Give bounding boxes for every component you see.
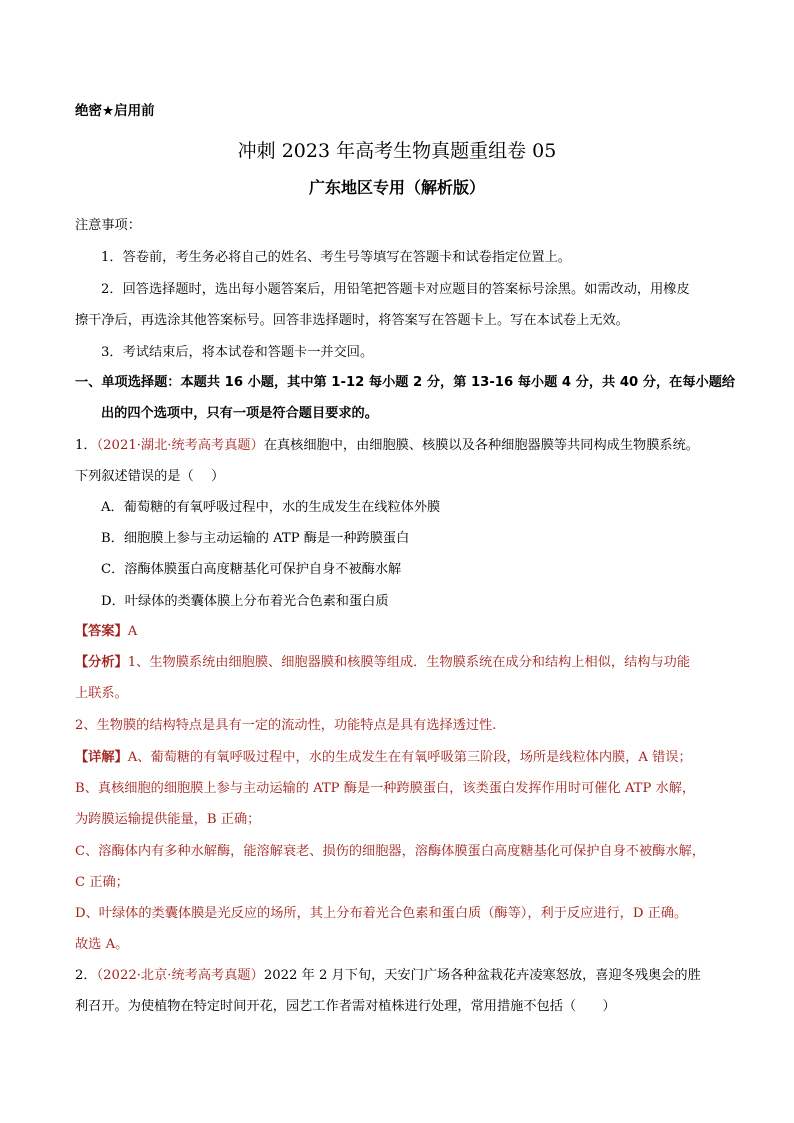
notice-item-2: 2．回答选择题时，选出每小题答案后，用铅笔把答题卡对应题目的答案标号涂黑。如需改动，用橡皮 [101,282,690,297]
section-1-heading: 一、单项选择题：本题共 16 小题，其中第 1-12 每小题 2 分，第 13-16 每小题 4 分，共 40 分，在每小题给 [75,375,736,390]
question-1-option-a: A．葡萄糖的有氧呼吸过程中，水的生成发生在线粒体外膜 [101,500,441,515]
question-1-source: （2021·湖北·统考高考真题） [96,438,264,453]
notice-item-2-cont: 擦干净后，再选涂其他答案标号。回答非选择题时，将答案写在答题卡上。写在本试卷上无效。 [75,313,629,328]
notice-item-3: 3．考试结束后，将本试卷和答题卡一并交回。 [101,345,374,360]
answer-value: A [127,624,138,639]
question-1-option-c: C．溶酶体膜蛋白高度糖基化可保护自身不被酶水解 [101,562,402,577]
conclusion-line: 故选 A。 [75,937,129,952]
detail-line-2: B、真核细胞的细胞膜上参与主动运输的 ATP 酶是一种跨膜蛋白，该类蛋白发挥作用时可催化 ATP 水解， [75,781,696,796]
question-1-stem-cont: 下列叙述错误的是（ ） [75,469,225,484]
analysis-line-3: 2、生物膜的结构特点是具有一定的流动性，功能特点是具有选择透过性. [75,718,497,733]
detail-tag: 【详解】 [75,750,128,765]
question-1-stem [75,436,699,456]
notice-heading: 注意事项： [75,218,141,233]
question-1-option-d: D．叶绿体的类囊体膜上分布着光合色素和蛋白质 [101,594,389,609]
exam-subtitle: 广东地区专用（解析版） [308,178,485,197]
exam-title: 冲刺 2023 年高考生物真题重组卷 05 [237,140,557,162]
analysis-line-1: 【分析】1、生物膜系统由细胞膜、细胞器膜和核膜等组成．生物膜系统在成分和结构上相似，结构与功能 [75,655,691,670]
notice-item-1: 1．答卷前，考生务必将自己的姓名、考生号等填写在答题卡和试卷指定位置上。 [101,250,571,265]
analysis-tag: 【分析】 [75,655,128,670]
question-1-option-b: B．细胞膜上参与主动运输的 ATP 酶是一种跨膜蛋白 [101,531,410,546]
question-2-number: 2． [75,968,97,983]
question-2-stem-cont: 利召开。为使植物在特定时间开花，园艺工作者需对植株进行处理，常用措施不包括（ ） [75,999,616,1014]
secret-label: 绝密★启用前 [75,103,155,119]
detail-line-5: C 正确； [75,875,129,890]
question-2-source: （2022·北京·统考高考真题） [96,968,264,983]
detail-line-1: 【详解】A、葡萄糖的有氧呼吸过程中，水的生成发生在有氧呼吸第三阶段，场所是线粒体内膜，A 错误； [75,750,692,765]
question-2-stem [75,966,701,986]
section-1-heading-cont: 出的四个选项中，只有一项是符合题目要求的。 [101,406,378,421]
answer-tag: 【答案】 [75,624,128,639]
question-2-stem-text: 2022 年 2 月下旬，天安门广场各种盆栽花卉凌寒怒放，喜迎冬残奥会的胜 [263,968,701,983]
detail-line-4: C、溶酶体内有多种水解酶，能溶解衰老、损伤的细胞器，溶酶体膜蛋白高度糖基化可保护自身不被酶水解， [75,844,705,859]
question-1-number: 1． [75,438,97,453]
analysis-line-2: 上联系。 [75,686,128,701]
question-1-stem-text: 在真核细胞中，由细胞膜、核膜以及各种细胞器膜等共同构成生物膜系统。 [263,438,699,453]
answer-line [75,622,137,642]
detail-line-6: D、叶绿体的类囊体膜是光反应的场所，其上分布着光合色素和蛋白质（酶等），利于反应进行，D 正确。 [75,906,688,921]
detail-line-3: 为跨膜运输提供能量，B 正确； [75,812,261,827]
